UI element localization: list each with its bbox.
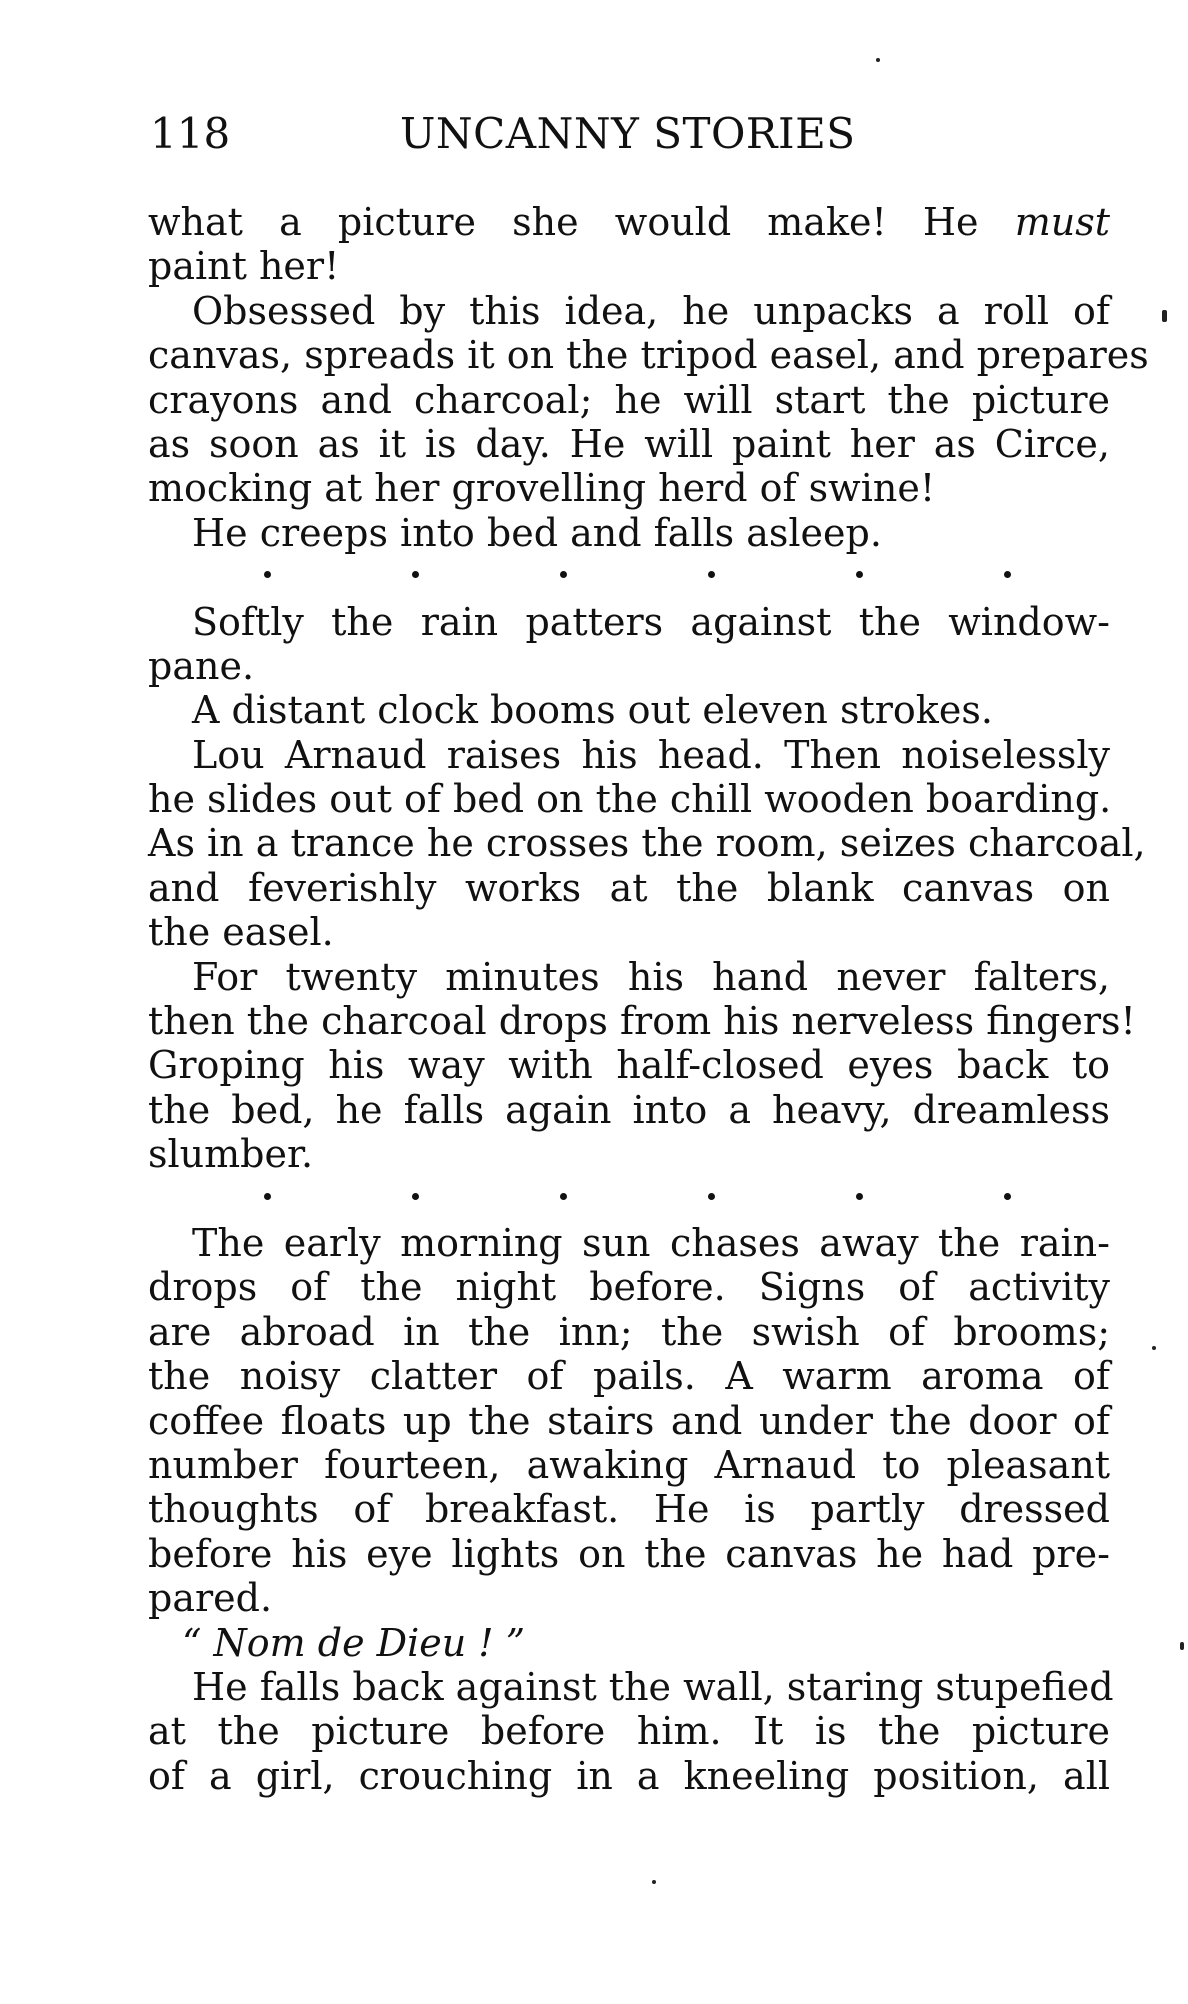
ornament-dot bbox=[560, 571, 567, 578]
text-line: slumber. bbox=[148, 1132, 314, 1177]
text-line: Softly the rain patters against the window- bbox=[192, 599, 1110, 644]
text-line: A distant clock booms out eleven strokes. bbox=[192, 688, 993, 733]
print-speck bbox=[1162, 310, 1167, 322]
text-line: as soon as it is day. He will paint her as Circe, bbox=[148, 421, 1110, 466]
print-speck bbox=[1180, 1642, 1184, 1650]
ornament-dot bbox=[708, 1193, 715, 1200]
ornament-dot bbox=[856, 1193, 863, 1200]
ornament-dot bbox=[1004, 571, 1011, 578]
text-line: the bed, he falls again into a heavy, dreamless bbox=[148, 1087, 1110, 1132]
text-line: pane. bbox=[148, 643, 255, 688]
text-line: he slides out of bed on the chill wooden boarding. bbox=[148, 777, 1112, 822]
section-break bbox=[148, 555, 1110, 599]
text-line: then the charcoal drops from his nerveless fingers! bbox=[148, 999, 1136, 1044]
text-line: “ Nom de Dieu ! ” bbox=[182, 1620, 526, 1665]
text-line: Groping his way with half-closed eyes back to bbox=[148, 1043, 1110, 1088]
text-line: the noisy clatter of pails. A warm aroma of bbox=[148, 1354, 1110, 1399]
text-line: He falls back against the wall, staring stupefied bbox=[192, 1664, 1114, 1709]
ornament-dot bbox=[1004, 1193, 1011, 1200]
text-line: The early morning sun chases away the rain- bbox=[192, 1220, 1110, 1265]
page-number: 118 bbox=[150, 109, 231, 158]
text-line: canvas, spreads it on the tripod easel, and prepares bbox=[148, 333, 1149, 378]
text-line: are abroad in the inn; the swish of brooms; bbox=[148, 1309, 1110, 1354]
text-line: mocking at her grovelling herd of swine! bbox=[148, 466, 936, 511]
text-line: pared. bbox=[148, 1576, 273, 1621]
text-line: thoughts of breakfast. He is partly dressed bbox=[148, 1487, 1110, 1532]
ornament-dot bbox=[708, 571, 715, 578]
text-line: paint her! bbox=[148, 244, 340, 289]
ornament-dot bbox=[856, 571, 863, 578]
text-line: drops of the night before. Signs of activity bbox=[148, 1265, 1110, 1310]
text-line: As in a trance he crosses the room, seizes charcoal, bbox=[148, 821, 1146, 866]
print-speck bbox=[652, 1880, 656, 1884]
book-title: UNCANNY STORIES bbox=[400, 109, 856, 158]
ornament-dot bbox=[264, 571, 271, 578]
ornament-dot bbox=[560, 1193, 567, 1200]
text-line: coffee floats up the stairs and under the door of bbox=[148, 1398, 1110, 1443]
text-line: number fourteen, awaking Arnaud to pleasant bbox=[148, 1442, 1110, 1487]
text-line: For twenty minutes his hand never falters, bbox=[192, 954, 1110, 999]
page-body bbox=[148, 200, 1149, 1798]
text-line: Lou Arnaud raises his head. Then noiselessly bbox=[192, 732, 1110, 777]
print-speck bbox=[876, 58, 880, 62]
ornament-dot bbox=[264, 1193, 271, 1200]
text-line: Obsessed by this idea, he unpacks a roll of bbox=[192, 288, 1110, 333]
text-line: and feverishly works at the blank canvas on bbox=[148, 865, 1110, 910]
print-speck bbox=[1152, 1346, 1156, 1350]
text-line: He creeps into bed and falls asleep. bbox=[192, 510, 882, 555]
text-line: at the picture before him. It is the picture bbox=[148, 1709, 1110, 1754]
text-line: before his eye lights on the canvas he had pre- bbox=[148, 1531, 1110, 1576]
text-line: crayons and charcoal; he will start the picture bbox=[148, 377, 1110, 422]
text-line: the easel. bbox=[148, 910, 334, 955]
ornament-dot bbox=[412, 571, 419, 578]
text-line: what a picture she would make! He must bbox=[148, 200, 1110, 244]
text-line: of a girl, crouching in a kneeling position, all bbox=[148, 1753, 1110, 1798]
ornament-dot bbox=[412, 1193, 419, 1200]
section-break bbox=[148, 1177, 1110, 1221]
